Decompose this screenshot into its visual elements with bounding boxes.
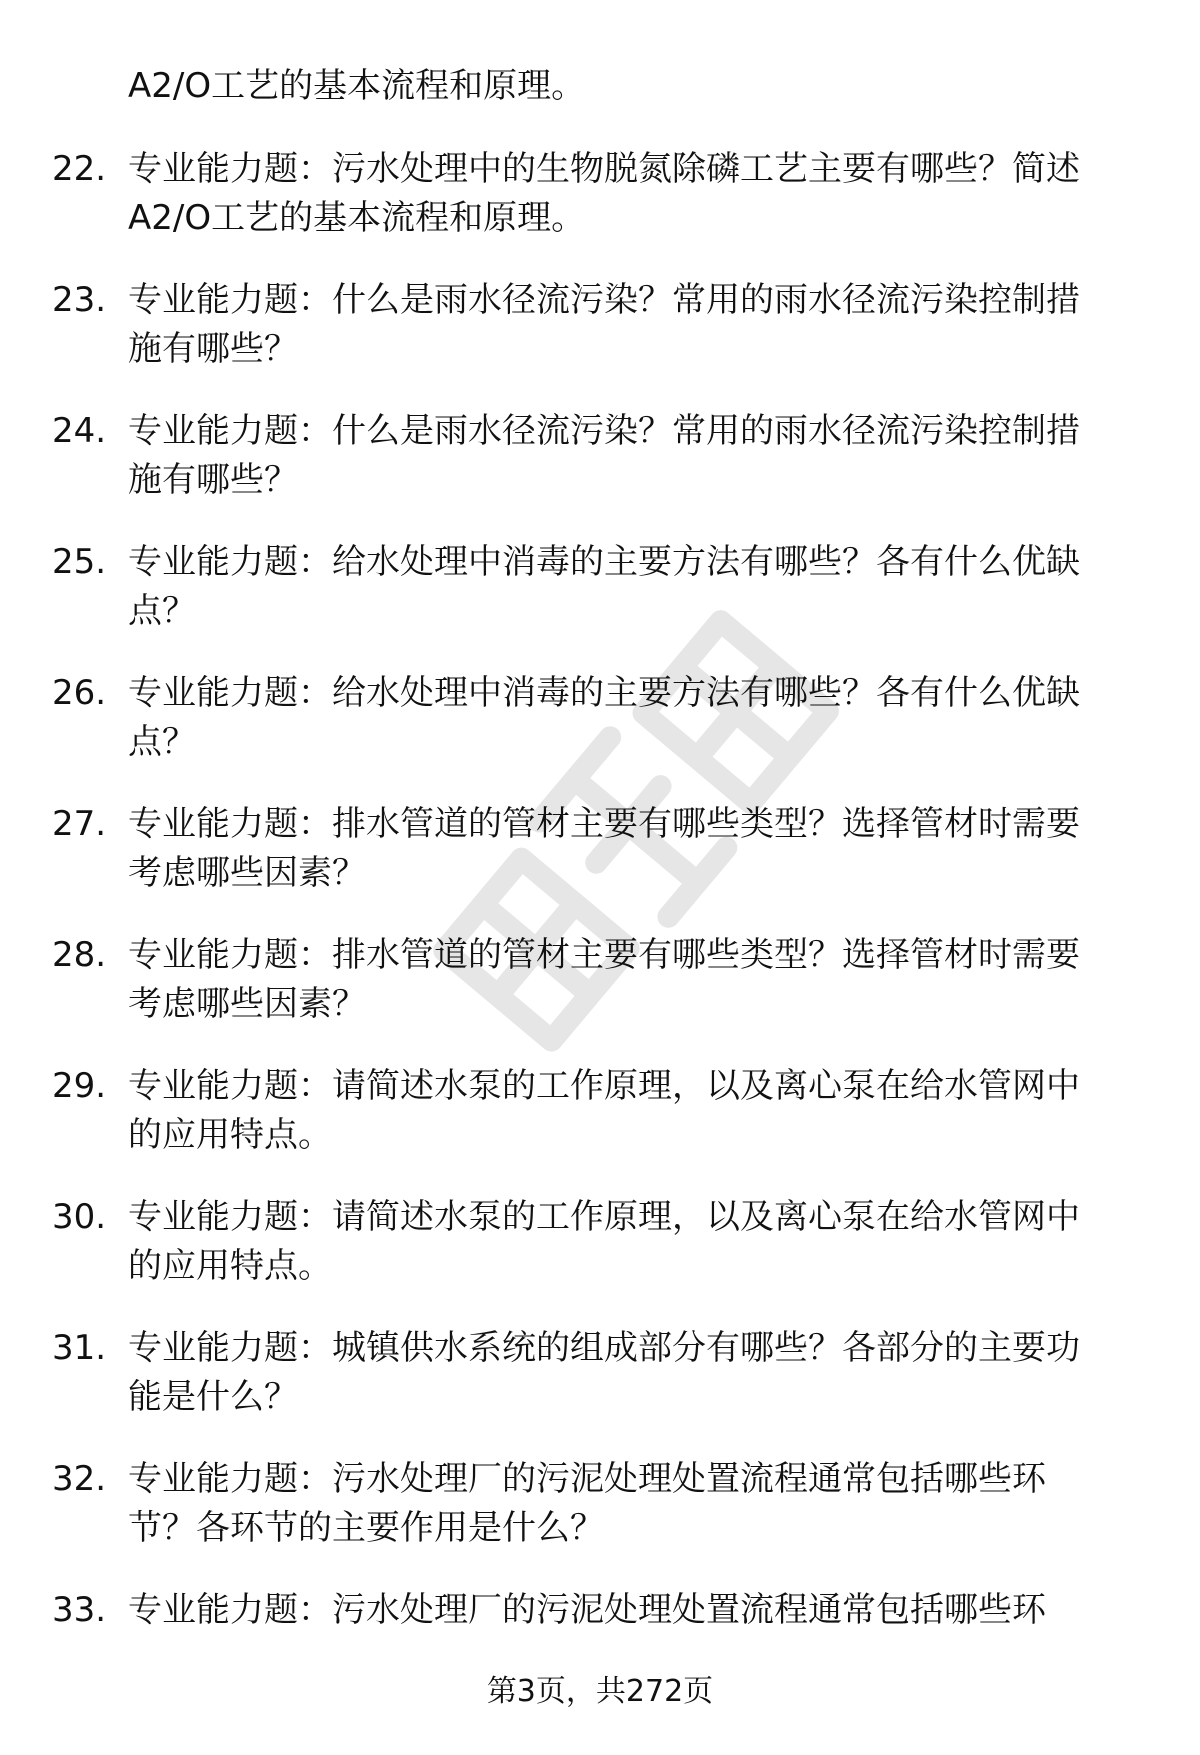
question-text-line: A2/O工艺的基本流程和原理。 <box>128 198 586 238</box>
question-number: 30. <box>52 1197 107 1237</box>
question-text <box>128 931 1138 1029</box>
question-text <box>128 1455 1138 1553</box>
question-text-line: 考虑哪些因素？ <box>128 853 366 893</box>
question-text <box>128 145 1138 243</box>
question-text <box>128 276 1138 374</box>
question-text-line: 专业能力题：请简述水泵的工作原理，以及离心泵在给水管网中 <box>128 1066 1080 1106</box>
question-number: 28. <box>52 935 107 975</box>
page-footer: 第3页，共272页 <box>486 1674 714 1709</box>
question-item <box>0 1193 1200 1324</box>
continuation-text: A2/O工艺的基本流程和原理。 <box>128 66 586 106</box>
question-item <box>0 800 1200 931</box>
question-number: 27. <box>52 804 107 844</box>
question-number: 26. <box>52 673 107 713</box>
question-item <box>0 669 1200 800</box>
question-item <box>0 931 1200 1062</box>
question-text <box>128 407 1138 505</box>
question-number: 31. <box>52 1328 107 1368</box>
question-number: 23. <box>52 280 107 320</box>
question-number: 29. <box>52 1066 107 1106</box>
question-text-line: 专业能力题：给水处理中消毒的主要方法有哪些？各有什么优缺 <box>128 673 1080 713</box>
question-text-line: 专业能力题：排水管道的管材主要有哪些类型？选择管材时需要 <box>128 935 1080 975</box>
question-text <box>128 1324 1138 1422</box>
question-text-line: 专业能力题：请简述水泵的工作原理，以及离心泵在给水管网中 <box>128 1197 1080 1237</box>
question-text-line: 的应用特点。 <box>128 1115 332 1155</box>
question-text-line: 节？各环节的主要作用是什么？ <box>128 1508 604 1548</box>
question-text-line: 点？ <box>128 722 196 762</box>
question-text <box>128 538 1138 636</box>
question-number: 25. <box>52 542 107 582</box>
question-item <box>0 1455 1200 1586</box>
question-text-line: 考虑哪些因素？ <box>128 984 366 1024</box>
question-text <box>128 669 1138 767</box>
question-text <box>128 800 1138 898</box>
question-item <box>0 1324 1200 1455</box>
question-text-line: 专业能力题：城镇供水系统的组成部分有哪些？各部分的主要功 <box>128 1328 1080 1368</box>
question-text-line: 施有哪些？ <box>128 329 298 369</box>
question-item <box>0 538 1200 669</box>
question-text-line: 专业能力题：污水处理厂的污泥处理处置流程通常包括哪些环 <box>128 1459 1046 1499</box>
question-text-line: 点？ <box>128 591 196 631</box>
question-text-line: 专业能力题：污水处理中的生物脱氮除磷工艺主要有哪些？简述 <box>128 149 1080 189</box>
question-text-line: 专业能力题：什么是雨水径流污染？常用的雨水径流污染控制措 <box>128 411 1080 451</box>
question-text-line: 施有哪些？ <box>128 460 298 500</box>
question-number: 22. <box>52 149 107 189</box>
question-item <box>0 145 1200 276</box>
question-text-line: 专业能力题：给水处理中消毒的主要方法有哪些？各有什么优缺 <box>128 542 1080 582</box>
question-item <box>0 276 1200 407</box>
question-text <box>128 1586 1138 1635</box>
question-text-line: 专业能力题：什么是雨水径流污染？常用的雨水径流污染控制措 <box>128 280 1080 320</box>
question-number: 33. <box>52 1590 107 1630</box>
question-list <box>0 145 1200 1717</box>
question-text <box>128 1193 1138 1291</box>
question-text-line: 专业能力题：排水管道的管材主要有哪些类型？选择管材时需要 <box>128 804 1080 844</box>
question-number: 24. <box>52 411 107 451</box>
question-item <box>0 1062 1200 1193</box>
question-number: 32. <box>52 1459 107 1499</box>
question-text-line: 专业能力题：污水处理厂的污泥处理处置流程通常包括哪些环 <box>128 1590 1046 1630</box>
question-text-line: 的应用特点。 <box>128 1246 332 1286</box>
question-text <box>128 1062 1138 1160</box>
question-item <box>0 407 1200 538</box>
question-text-line: 能是什么？ <box>128 1377 298 1417</box>
